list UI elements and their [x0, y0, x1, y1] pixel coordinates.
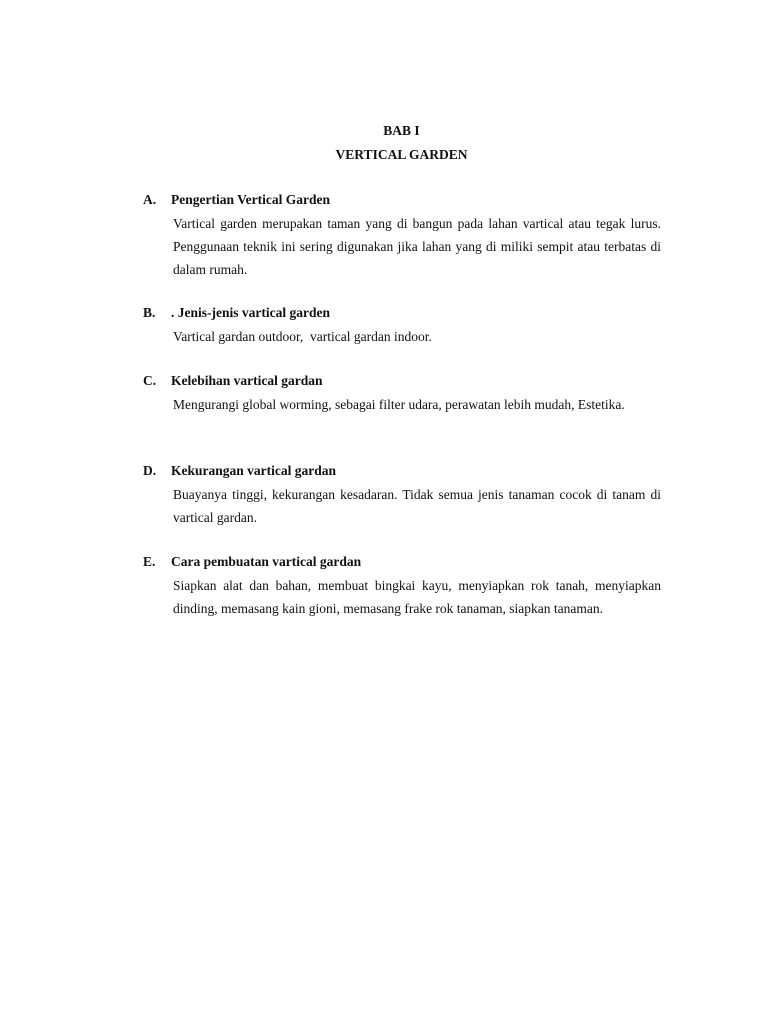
chapter-label: BAB I	[383, 123, 420, 138]
section-body: Mengurangi global worming, sebagai filter udara, perawatan lebih mudah, Estetika.	[173, 397, 625, 412]
section-body: Siapkan alat dan bahan, membuat bingkai kayu, menyiapkan rok tanah, menyiapkan dinding, memasang kain gioni, memasang frake rok tanaman, siapkan tanaman.	[173, 578, 661, 616]
section-title: Pengertian Vertical Garden	[171, 192, 330, 207]
document-title: VERTICAL GARDEN	[335, 147, 468, 162]
section-e	[143, 553, 661, 620]
section-letter: E.	[143, 554, 156, 569]
section-body: Buayanya tinggi, kekurangan kesadaran. Tidak semua jenis tanaman cocok di tanam di vartical gardan.	[173, 487, 661, 525]
section-body: Vartical garden merupakan taman yang di bangun pada lahan vartical atau tegak lurus. Penggunaan teknik ini sering digunakan jika lahan yang di miliki sempit atau terbatas di dalam rumah.	[173, 216, 661, 277]
section-letter: B.	[143, 305, 156, 320]
section-d	[143, 462, 661, 529]
section-title: Cara pembuatan vartical gardan	[171, 554, 362, 569]
section-title: . Jenis-jenis vartical garden	[171, 305, 330, 320]
section-a	[143, 191, 661, 281]
section-body: Vartical gardan outdoor, vartical gardan indoor.	[173, 329, 432, 344]
section-heading	[143, 372, 661, 390]
section-letter: D.	[143, 463, 157, 478]
section-heading	[143, 462, 661, 480]
section-title: Kekurangan vartical gardan	[171, 463, 337, 478]
section-heading	[143, 191, 661, 209]
section-title: Kelebihan vartical gardan	[171, 373, 323, 388]
section-heading	[143, 553, 661, 571]
section-letter: C.	[143, 373, 157, 388]
section-c	[143, 372, 661, 416]
section-heading	[143, 304, 661, 322]
section-b	[143, 304, 661, 348]
section-letter: A.	[143, 192, 157, 207]
